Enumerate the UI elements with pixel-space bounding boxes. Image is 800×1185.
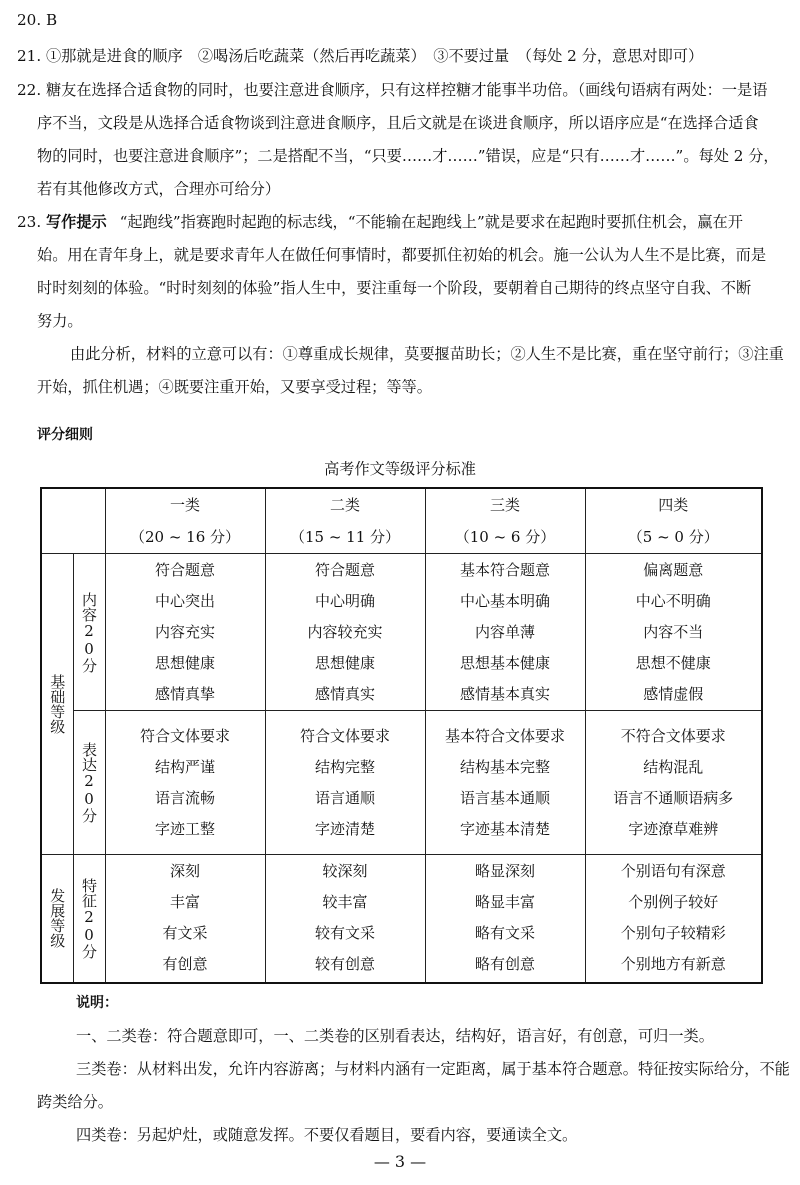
column-header-1: 一类 （20 ~ 16 分） (105, 488, 265, 554)
answer-23-line-4: 努力。 (37, 312, 83, 330)
answer-23-para2-line-1: 由此分析，材料的立意可以有：①尊重成长规律，莫要揠苗助长；②人生不是比赛，重在坚守前行；③注重 (70, 345, 784, 363)
grading-table (40, 487, 763, 984)
content-cell-2: 符合题意 中心明确 内容较充实 思想健康 感情真实 (265, 554, 425, 711)
column-header-4: 四类 （5 ~ 0 分） (585, 488, 762, 554)
answer-23-para2-line-2: 开始，抓住机遇；④既要注重开始，又要享受过程；等等。 (37, 378, 432, 396)
note-2-line-2: 跨类给分。 (37, 1093, 113, 1111)
answer-21: 21. ①那就是进食的顺序 ②喝汤后吃蔬菜（然后再吃蔬菜） ③不要过量 （每处 2 分，意思对即可） (17, 47, 704, 65)
expression-cell-3: 基本符合文体要求 结构基本完整 语言基本通顺 字迹基本清楚 (425, 711, 585, 855)
content-cell-4: 偏离题意 中心不明确 内容不当 思想不健康 感情虚假 (585, 554, 762, 711)
feature-cell-4: 个别语句有深意 个别例子较好 个别句子较精彩 个别地方有新意 (585, 855, 762, 983)
corner-cell (41, 488, 105, 554)
content-label: 内容20分 (73, 554, 105, 711)
content-cell-3: 基本符合题意 中心基本明确 内容单薄 思想基本健康 感情基本真实 (425, 554, 585, 711)
feature-cell-1: 深刻 丰富 有文采 有创意 (105, 855, 265, 983)
column-header-3: 三类 （10 ~ 6 分） (425, 488, 585, 554)
page-number: — 3 — (373, 1152, 427, 1171)
expression-cell-2: 符合文体要求 结构完整 语言通顺 字迹清楚 (265, 711, 425, 855)
scoring-heading: 评分细则 (37, 427, 93, 443)
writing-tips-heading: 写作提示 (45, 213, 107, 231)
basic-level-label: 基础等级 (41, 554, 73, 855)
note-1: 一、二类卷：符合题意即可，一、二类卷的区别看表达，结构好，语言好，有创意，可归一类。 (76, 1027, 714, 1045)
column-header-2: 二类 （15 ~ 11 分） (265, 488, 425, 554)
answer-23-text: “起跑线”指赛跑时起跑的标志线，“不能输在起跑线上”就是要求在起跑时要抓住机会，赢在开 (119, 213, 743, 231)
answer-22-line-4: 若有其他修改方式，合理亦可给分） (37, 180, 280, 198)
expression-cell-4: 不符合文体要求 结构混乱 语言不通顺语病多 字迹潦草难辨 (585, 711, 762, 855)
development-level-label: 发展等级 (41, 855, 73, 983)
answer-20: 20. B (17, 11, 58, 29)
expression-label: 表达20分 (73, 711, 105, 855)
feature-cell-3: 略显深刻 略显丰富 略有文采 略有创意 (425, 855, 585, 983)
notes-heading: 说明： (76, 995, 118, 1011)
answer-23-line-2: 始。用在青年身上，就是要求青年人在做任何事情时，都要抓住初始的机会。施一公认为人生不是比赛，而是 (37, 246, 766, 264)
answer-22-line-3: 物的同时，也要注意进食顺序”；二是搭配不当，“只要……才……”错误，应是“只有……才……”。每处 2 分， (37, 147, 779, 165)
content-cell-1: 符合题意 中心突出 内容充实 思想健康 感情真挚 (105, 554, 265, 711)
answer-23-line-1 (17, 212, 743, 232)
feature-label: 特征20分 (73, 855, 105, 983)
table-title: 高考作文等级评分标准 (324, 460, 476, 478)
note-3: 四类卷：另起炉灶，或随意发挥。不要仅看题目，要看内容，要通读全文。 (76, 1126, 578, 1144)
feature-cell-2: 较深刻 较丰富 较有文采 较有创意 (265, 855, 425, 983)
answer-23-line-3: 时时刻刻的体验。“时时刻刻的体验”指人生中，要注重每一个阶段，要朝着自己期待的终点坚守自我、不断 (37, 279, 752, 297)
note-2-line-1: 三类卷：从材料出发，允许内容游离；与材料内涵有一定距离，属于基本符合题意。特征按实际给分，不能 (76, 1060, 790, 1078)
answer-23-number: 23. (17, 213, 42, 231)
expression-cell-1: 符合文体要求 结构严谨 语言流畅 字迹工整 (105, 711, 265, 855)
answer-22-line-2: 序不当，文段是从选择合适食物谈到注意进食顺序，且后文就是在谈进食顺序，所以语序应是“在选择合适食 (37, 114, 759, 132)
answer-22-line-1: 22. 糖友在选择合适食物的同时，也要注意进食顺序，只有这样控糖才能事半功倍。（画线句语病有两处：一是语 (17, 81, 768, 99)
